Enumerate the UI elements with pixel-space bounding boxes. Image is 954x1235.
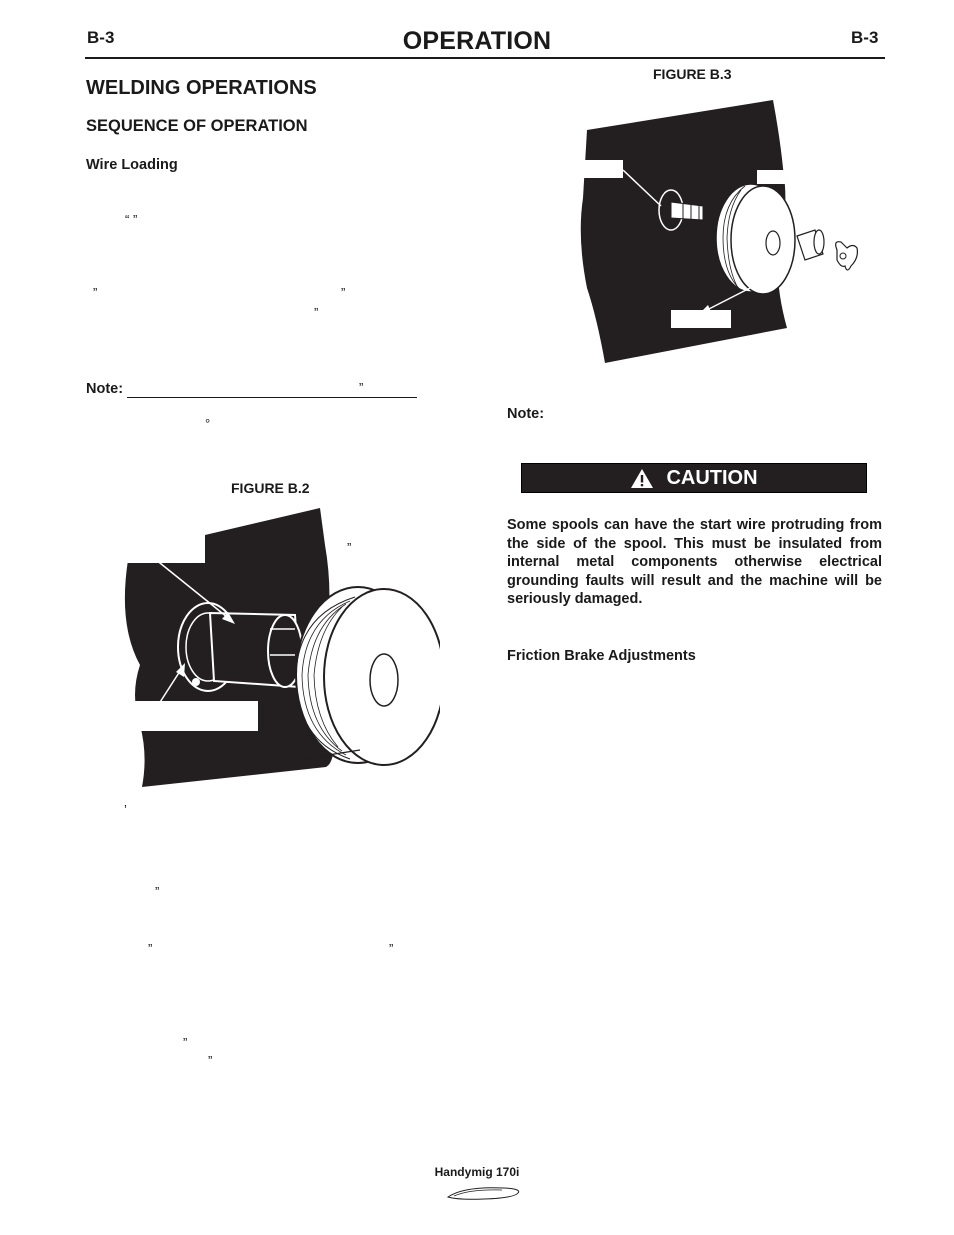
page-code-left: B-3: [87, 28, 115, 47]
figure-b2-illustration: [110, 505, 440, 795]
section-title: WELDING OPERATIONS: [86, 77, 317, 99]
glyph-quotes: “ ”: [125, 212, 138, 227]
figure-b3-illustration: [575, 98, 875, 368]
wire-loading-heading: Wire Loading: [86, 157, 178, 173]
caution-banner: [521, 463, 867, 493]
note-underline: [127, 397, 417, 398]
liquidarc-logo: [444, 1184, 524, 1202]
caution-label: CAUTION: [666, 466, 758, 489]
header-rule: [85, 57, 885, 59]
glyph-quote: ”: [347, 540, 352, 555]
glyph-degree: °: [205, 416, 211, 431]
glyph-quote: ”: [93, 285, 98, 300]
friction-brake-heading: Friction Brake Adjustments: [507, 648, 696, 664]
glyph-quote: ”: [314, 305, 319, 320]
note-label-left: Note:: [86, 381, 124, 397]
glyph-apostrophe: ’: [124, 802, 127, 817]
note-label-right: Note:: [507, 406, 545, 422]
page-title: OPERATION: [402, 27, 552, 55]
figure-b2-caption: FIGURE B.2: [231, 480, 310, 496]
glyph-quote: ”: [148, 941, 153, 956]
page-code-right: B-3: [851, 28, 879, 47]
warning-triangle-icon: [630, 468, 654, 489]
glyph-quote: ”: [341, 285, 346, 300]
footer-model: Handymig 170i: [434, 1165, 520, 1179]
figure-b3-caption: FIGURE B.3: [653, 66, 732, 82]
glyph-quote: ”: [183, 1035, 188, 1050]
glyph-quote: ”: [155, 884, 160, 899]
subsection-title: SEQUENCE OF OPERATION: [86, 117, 308, 135]
glyph-quote: ”: [389, 941, 394, 956]
glyph-quote: ”: [208, 1053, 213, 1068]
caution-text: Some spools can have the start wire protruding from the side of the spool. This must be insulated from internal metal components otherwise electrical grounding faults will result and the machine will be seriously damaged.: [507, 517, 882, 607]
glyph-quote: ”: [359, 380, 364, 395]
